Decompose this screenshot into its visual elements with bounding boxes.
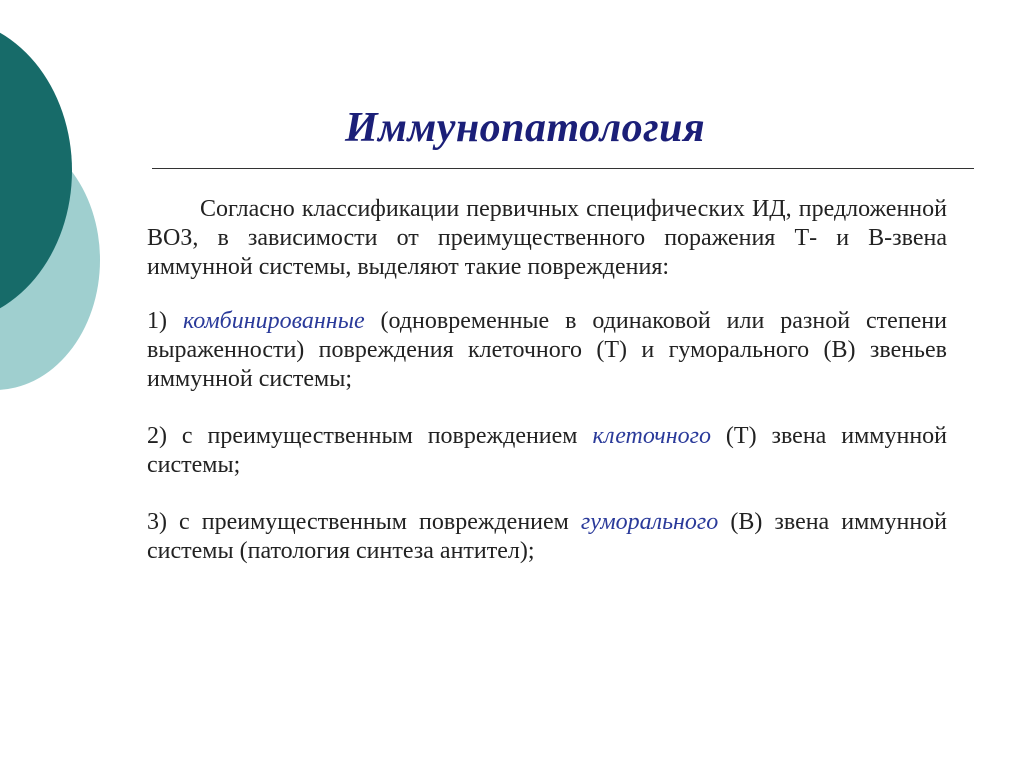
list-item: [147, 422, 947, 480]
intro-paragraph: Согласно классификации первичных специфических ИД, предложенной ВОЗ, в зависимости от преимущественного поражения Т- и В-звена иммунной системы, выделяют такие повреждения:: [147, 196, 947, 280]
title-divider: [152, 168, 974, 169]
item-text: 1): [147, 308, 183, 334]
slide-title: Иммунопатология: [345, 105, 706, 151]
item-text: (Т) звена иммунной системы;: [147, 423, 948, 478]
list-item: [147, 307, 947, 394]
item-emphasis: клеточного: [592, 423, 711, 449]
item-emphasis: гуморального: [580, 509, 719, 535]
item-text: 3) с преимущественным повреждением: [147, 509, 581, 535]
slide-content: [147, 195, 947, 594]
list-item: [147, 508, 947, 566]
item-emphasis: комбинированные: [182, 308, 365, 334]
item-text: 2) с преимущественным повреждением: [147, 423, 593, 449]
item-text: (В) звена иммунной системы (патология синтеза антител);: [147, 509, 948, 564]
item-text: (одновременные в одинаковой или разной степени выраженности) повреждения клеточного (Т) и гуморального (В) звеньев иммунной системы;: [147, 308, 947, 392]
